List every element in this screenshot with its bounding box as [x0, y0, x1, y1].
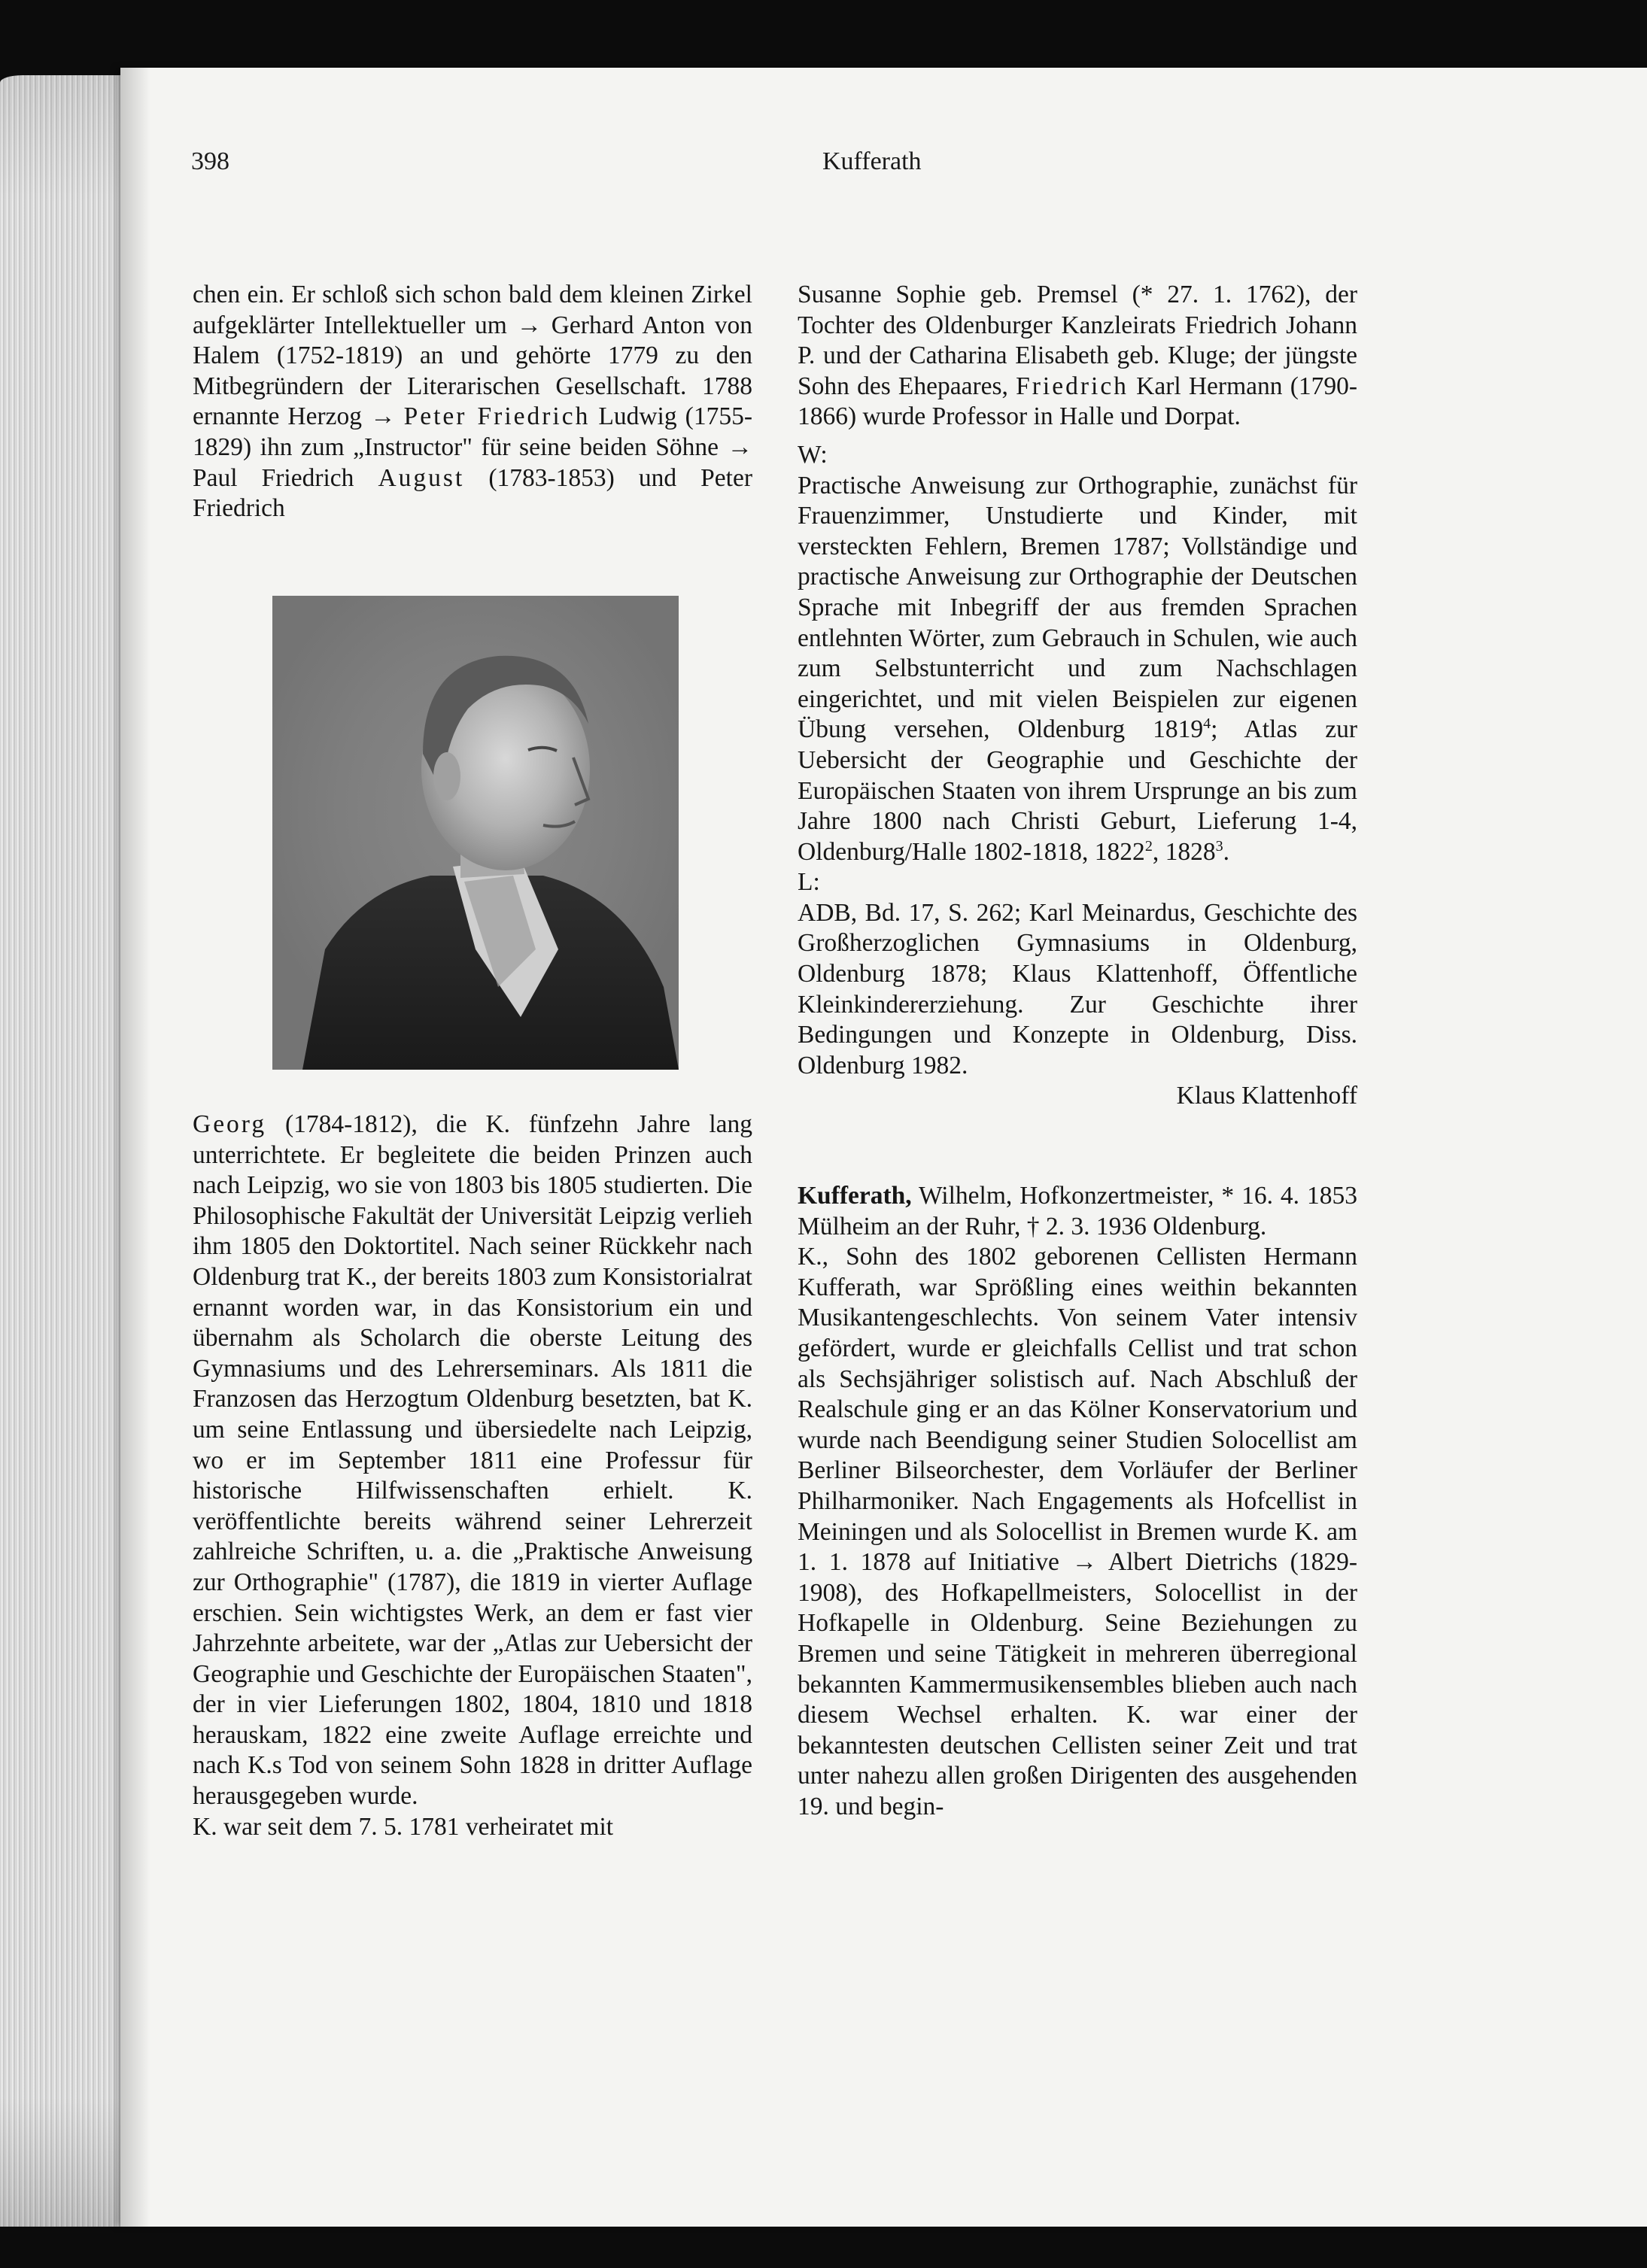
works-label: W: — [798, 440, 828, 469]
literature-list: ADB, Bd. 17, S. 262; Karl Meinardus, Geschichte des Großherzoglichen Gymnasiums in Oldenburg, Oldenburg 1878; Klaus Klattenhoff, Öffentliche Kleinkindererziehung. Zur Geschichte ihrer Bedingungen und Konzepte in Oldenburg, Diss. Oldenburg 1982. — [798, 898, 1357, 1079]
text-run: Ludwig (1755-1829) ihn zum „Instructor" für seine beiden Söhne → Paul Friedrich — [193, 402, 752, 492]
text-run-spaced: Friedrich — [1016, 372, 1129, 400]
text-run-spaced: Georg — [193, 1110, 267, 1138]
right-column — [798, 280, 1357, 1823]
text-run: Karl Hermann (1790-1866) wurde Professor in Halle und Dorpat. — [798, 372, 1358, 431]
text-run: , 1828 — [1152, 837, 1216, 866]
superscript: 4 — [1203, 715, 1211, 733]
text-run: chen ein. Er schloß sich schon bald dem kleinen Zirkel aufgeklärter Intellektueller um → Gerhard Anton von Halem (1752-1819) an und gehörte 1779 zu den Mitbegründern der Literarischen Gesellschaft. 1788 ernannte Herzog → — [193, 281, 752, 431]
paragraph: K. war seit dem 7. 5. 1781 verheiratet mit — [193, 1812, 614, 1841]
works-list — [798, 471, 1357, 868]
text-run: (1783-1853) und Peter Friedrich — [193, 463, 752, 523]
text-run: Susanne Sophie geb. Premsel (* 27. 1. 1762), der Tochter des Oldenburger Kanzleirats Friedrich Johann P. und der Catharina Elisabeth geb. Kluge; der jüngste Sohn des Ehepaares, — [798, 281, 1357, 400]
entry-dates: Wilhelm, Hofkonzertmeister, * 16. 4. 1853 Mülheim an der Ruhr, † 2. 3. 1936 Oldenburg. — [798, 1182, 1357, 1240]
portrait-image — [272, 596, 679, 1070]
superscript: 2 — [1144, 837, 1153, 855]
text-run-spaced: Peter Friedrich — [403, 402, 591, 431]
gutter-shadow — [120, 68, 150, 2227]
text-run: Practische Anweisung zur Orthographie, zunächst für Frauenzimmer, Unstudierte und Kinder, mit versteckten Fehlern, Bremen 1787; Vollständige und practische Anweisung zur Orthographie der Deutschen Sprache mit Inbegriff der aus fremden Sprachen entlehnten Wörter, zum Gebrauch in Schulen, wie auch zum Selbstunterricht und zum Nachschlagen eingerichtet, und mit vielen Beispielen zur eigenen Übung versehen, Oldenburg 1819 — [798, 471, 1357, 744]
author-signature: Klaus Klattenhoff — [1176, 1082, 1357, 1110]
entry-heading — [798, 1181, 1357, 1242]
entry-body: K., Sohn des 1802 geborenen Cellisten Hermann Kufferath, war Sprößling eines weithin bekannten Musikantengeschlechts. Von seinem Vater intensiv gefördert, wurde er gleichfalls Cellist und trat schon als Sechsjähriger solistisch auf. Nach Abschluß der Realschule ging er an das Kölner Konservatorium und wurde nach Beendigung seiner Studien Solocellist am Berliner Bilseorchester, dem Vorläufer der Berliner Philharmoniker. Nach Engagements als Hofcellist in Meiningen und als Solocellist in Bremen wurde K. am 1. 1. 1878 auf Initiative → Albert Dietrichs (1829-1908), des Hofkapellmeisters, Solocellist in der Hofkapelle in Oldenburg. Seine Beziehungen zu Bremen und seine Tätigkeit in mehreren überregional bekannten Kammermusikensembles blieben auch nach diesem Wechsel erhalten. K. war einer der bekanntesten deutschen Cellisten seiner Zeit und trat unter nahezu allen großen Dirigenten des ausgehenden 19. und begin- — [798, 1243, 1357, 1820]
text-run: . — [1223, 837, 1230, 866]
entry-name: Kufferath, — [798, 1182, 912, 1210]
left-column-bottom — [193, 1110, 752, 1842]
paragraph — [193, 280, 752, 524]
running-head-title: Kufferath — [822, 147, 922, 175]
superscript: 3 — [1215, 837, 1223, 855]
left-column-top — [193, 280, 752, 524]
literature-label: L: — [798, 868, 820, 897]
text-run: ; Atlas zur Uebersicht der Geographie und Geschichte der Europäischen Staaten von ihrem Ursprunge an bis zum Jahre 1800 nach Christi Geburt, Lieferung 1-4, Oldenburg/Halle 1802-1818, 1822 — [798, 715, 1357, 866]
text-run: (1784-1812), die K. fünfzehn Jahre lang unterrichtete. Er begleitete die beiden Prinzen auch nach Leipzig, wo sie von 1803 bis 1805 studierten. Die Philosophische Fakultät der Universität Leipzig verlieh ihm 1805 den Doktortitel. Nach seiner Rückkehr nach Oldenburg trat K., der bereits 1803 zum Konsistorialrat ernannt worden war, in das Konsistorium ein und übernahm als Scholarch die oberste Leitung des Gymnasiums und des Lehrerseminars. Als 1811 die Franzosen das Herzogtum Oldenburg besetzten, bat K. um seine Entlassung und übersiedelte nach Leipzig, wo er im September 1811 eine Professur für historische Hilfwissenschaften erhielt. K. veröffentlichte bereits während seiner Lehrerzeit zahlreiche Schriften, u. a. die „Praktische Anweisung zur Orthographie" (1787), die 1819 in vierter Auflage erschien. Sein wichtigstes Werk, an dem er fast vier Jahrzehnte arbeitete, war der „Atlas zur Uebersicht der Geographie und Geschichte der Europäischen Staaten", der in vier Lieferungen 1802, 1804, 1810 und 1818 herauskam, 1822 eine zweite Auflage erreichte und nach K.s Tod von seinem Sohn 1828 in dritter Auflage herausgegeben wurde. — [193, 1110, 752, 1811]
page-number: 398 — [191, 147, 229, 175]
text-run-spaced: August — [378, 463, 465, 492]
portrait-drawing — [272, 596, 679, 1070]
paragraph — [193, 1110, 752, 1812]
book-page-edges — [0, 75, 132, 2227]
paragraph — [798, 280, 1357, 433]
